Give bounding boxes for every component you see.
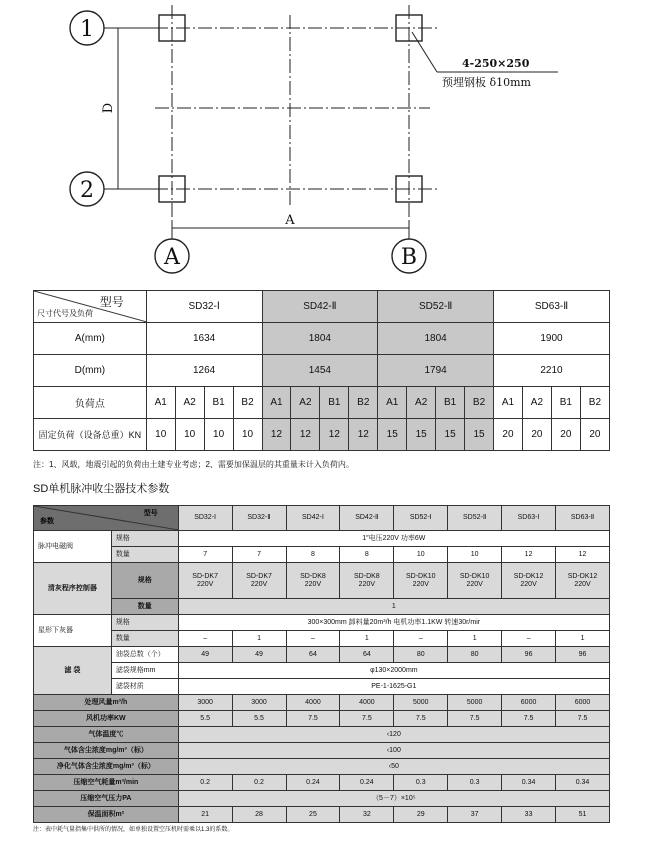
- cell: 1804: [262, 323, 378, 355]
- cell: 0.3: [448, 775, 502, 791]
- row-label: D(mm): [34, 355, 147, 387]
- cell: 10: [233, 419, 262, 451]
- plate-name: 预埋钢板 δ10mm: [442, 76, 531, 89]
- controller-spec: SD-DK7 220V: [178, 563, 232, 599]
- cell: B2: [465, 387, 494, 419]
- dim-d-label: D: [101, 102, 116, 114]
- cell: 0.3: [394, 775, 448, 791]
- cell: B1: [436, 387, 465, 419]
- cell: 4000: [286, 695, 340, 711]
- row-label: 气体温度℃: [34, 727, 179, 743]
- cell: 32: [340, 807, 394, 823]
- cell: 3000: [178, 695, 232, 711]
- cell: 2210: [494, 355, 610, 387]
- cell: 25: [286, 807, 340, 823]
- row-group-label: 脉冲电磁阀: [34, 531, 112, 563]
- model-header: SD32-Ⅱ: [232, 506, 286, 531]
- cell: A1: [262, 387, 291, 419]
- cell: 8: [286, 547, 340, 563]
- cell: 64: [286, 647, 340, 663]
- cell: B2: [349, 387, 378, 419]
- row-label: 滤袋材质: [111, 679, 178, 695]
- cell: 1: [340, 631, 394, 647]
- cell: 20: [580, 419, 609, 451]
- model-header: SD42-Ⅱ: [262, 291, 378, 323]
- cell: 0.2: [178, 775, 232, 791]
- row-label: 数量: [111, 631, 178, 647]
- cell: A2: [291, 387, 320, 419]
- cell: 12: [262, 419, 291, 451]
- row-label: 压缩空气耗量m³/min: [34, 775, 179, 791]
- cell: 80: [394, 647, 448, 663]
- row-label: 风机功率KW: [34, 711, 179, 727]
- cell: 7.5: [556, 711, 610, 727]
- cell: 0.24: [340, 775, 394, 791]
- cell: 1264: [146, 355, 262, 387]
- cell: 10: [448, 547, 502, 563]
- axis-label-a: A: [164, 245, 180, 270]
- cell: –: [178, 631, 232, 647]
- row-group-label: 清灰程序控制器: [34, 563, 112, 615]
- cell: 4000: [340, 695, 394, 711]
- cell: 96: [556, 647, 610, 663]
- cell: 12: [502, 547, 556, 563]
- cell: –: [286, 631, 340, 647]
- axis-label-2: 2: [80, 178, 94, 203]
- cell: 5.5: [232, 711, 286, 727]
- row-label: 数量: [111, 547, 178, 563]
- spec-table-title: SD单机脉冲收尘器技术参数: [33, 483, 170, 495]
- cell: 10: [146, 419, 175, 451]
- load-table: [33, 290, 610, 451]
- cell: φ130×2000mm: [178, 663, 609, 679]
- cell: 0.2: [232, 775, 286, 791]
- foundation-plan-diagram: [0, 0, 649, 290]
- row-group-label: 星形下灰器: [34, 615, 112, 647]
- spec-table-note: 注：表中耗气量指集中供所的情况，如单独设置空压机时需乘以1.3的系数。: [33, 827, 234, 833]
- cell: 7: [178, 547, 232, 563]
- cell: 7.5: [502, 711, 556, 727]
- cell: 1454: [262, 355, 378, 387]
- cell: 15: [465, 419, 494, 451]
- cell: 3000: [232, 695, 286, 711]
- cell: 7.5: [448, 711, 502, 727]
- cell: 0.34: [502, 775, 556, 791]
- cell: 1: [232, 631, 286, 647]
- cell: 49: [232, 647, 286, 663]
- cell: 49: [178, 647, 232, 663]
- cell: 6000: [502, 695, 556, 711]
- cell: A1: [378, 387, 407, 419]
- cell: ‹120: [178, 727, 609, 743]
- cell: PE-1-1625-G1: [178, 679, 609, 695]
- cell: 1: [556, 631, 610, 647]
- cell: B1: [204, 387, 233, 419]
- cell: B1: [320, 387, 349, 419]
- cell: 12: [291, 419, 320, 451]
- table1-corner: 型号 尺寸代号及负荷: [34, 291, 147, 323]
- row-label: 规格: [111, 563, 178, 599]
- cell: 15: [378, 419, 407, 451]
- cell: 20: [522, 419, 551, 451]
- row-label: A(mm): [34, 323, 147, 355]
- cell: ‹50: [178, 759, 609, 775]
- axis-label-b: B: [400, 245, 418, 270]
- cell: 21: [178, 807, 232, 823]
- model-header: SD52-Ⅰ: [394, 506, 448, 531]
- cell: B1: [551, 387, 580, 419]
- cell: 5000: [448, 695, 502, 711]
- cell: 12: [349, 419, 378, 451]
- row-label: 净化气体含尘浓度mg/m³（标）: [34, 759, 179, 775]
- cell: 5000: [394, 695, 448, 711]
- cell: 10: [204, 419, 233, 451]
- row-label: 规格: [111, 615, 178, 631]
- model-header: SD32-Ⅰ: [178, 506, 232, 531]
- row-label: 负荷点: [34, 387, 147, 419]
- cell: 1794: [378, 355, 494, 387]
- cell: 37: [448, 807, 502, 823]
- cell: 7.5: [286, 711, 340, 727]
- cell: 10: [175, 419, 204, 451]
- model-header: SD52-Ⅱ: [448, 506, 502, 531]
- cell: 1900: [494, 323, 610, 355]
- row-label: 数量: [111, 599, 178, 615]
- row-group-label: 滤 袋: [34, 647, 112, 695]
- cell: 0.34: [556, 775, 610, 791]
- cell: 5.5: [178, 711, 232, 727]
- cell: 8: [340, 547, 394, 563]
- row-label: 固定负荷（设备总重）KN: [34, 419, 147, 451]
- plate-leader-line: [412, 32, 437, 72]
- cell: 12: [556, 547, 610, 563]
- cell: 64: [340, 647, 394, 663]
- cell: 7.5: [340, 711, 394, 727]
- cell: 33: [502, 807, 556, 823]
- model-header: SD32-Ⅰ: [146, 291, 262, 323]
- model-header: SD63-Ⅱ: [494, 291, 610, 323]
- cell: 96: [502, 647, 556, 663]
- axis-label-1: 1: [80, 17, 94, 42]
- cell: 6000: [556, 695, 610, 711]
- model-header: SD42-Ⅰ: [286, 506, 340, 531]
- cell: A2: [522, 387, 551, 419]
- cell: 300×300mm 卸料量20m³/h 电机功率1.1KW 转速30r/mir: [178, 615, 609, 631]
- model-header: SD52-Ⅱ: [378, 291, 494, 323]
- controller-spec: SD-DK10 220V: [448, 563, 502, 599]
- cell: 1804: [378, 323, 494, 355]
- cell: B2: [580, 387, 609, 419]
- cell: 80: [448, 647, 502, 663]
- model-header: SD42-Ⅱ: [340, 506, 394, 531]
- cell: 7.5: [394, 711, 448, 727]
- row-label: 保温面积m²: [34, 807, 179, 823]
- spec-table: [33, 505, 610, 823]
- cell: 7: [232, 547, 286, 563]
- row-label: 规格: [111, 531, 178, 547]
- row-label: 气体含尘浓度mg/m³（标）: [34, 743, 179, 759]
- controller-spec: SD-DK12 220V: [556, 563, 610, 599]
- cell: 20: [494, 419, 523, 451]
- cell: 0.24: [286, 775, 340, 791]
- cell: ‹100: [178, 743, 609, 759]
- cell: A2: [175, 387, 204, 419]
- cell: 28: [232, 807, 286, 823]
- cell: A1: [494, 387, 523, 419]
- cell: 20: [551, 419, 580, 451]
- dim-a-label: A: [285, 213, 295, 228]
- model-header: SD63-Ⅱ: [556, 506, 610, 531]
- cell: –: [394, 631, 448, 647]
- cell: 1634: [146, 323, 262, 355]
- cell: B2: [233, 387, 262, 419]
- cell: –: [502, 631, 556, 647]
- cell: 12: [320, 419, 349, 451]
- cell: 10: [394, 547, 448, 563]
- controller-spec: SD-DK8 220V: [340, 563, 394, 599]
- cell: 15: [436, 419, 465, 451]
- cell: A2: [407, 387, 436, 419]
- controller-spec: SD-DK12 220V: [502, 563, 556, 599]
- controller-spec: SD-DK10 220V: [394, 563, 448, 599]
- row-label: 滤袋规格mm: [111, 663, 178, 679]
- row-label: 压缩空气压力PA: [34, 791, 179, 807]
- model-header: SD63-Ⅰ: [502, 506, 556, 531]
- load-table-note: 注：1、风载，地震引起的负荷由土建专业考虑；2、需要加保温层的其重量未计入负荷内。: [33, 460, 354, 469]
- cell: 1: [178, 599, 609, 615]
- controller-spec: SD-DK8 220V: [286, 563, 340, 599]
- cell: A1: [146, 387, 175, 419]
- cell: （5－7）×10⁵: [178, 791, 609, 807]
- controller-spec: SD-DK7 220V: [232, 563, 286, 599]
- cell: 1″电压220V 功率6W: [178, 531, 609, 547]
- cell: 1: [448, 631, 502, 647]
- cell: 29: [394, 807, 448, 823]
- cell: 15: [407, 419, 436, 451]
- row-label: 处理风量m³/h: [34, 695, 179, 711]
- plate-spec: 4-250×250: [462, 57, 530, 70]
- table2-corner: 参数 型号: [34, 506, 179, 531]
- row-label: 油袋总数（个）: [111, 647, 178, 663]
- cell: 51: [556, 807, 610, 823]
